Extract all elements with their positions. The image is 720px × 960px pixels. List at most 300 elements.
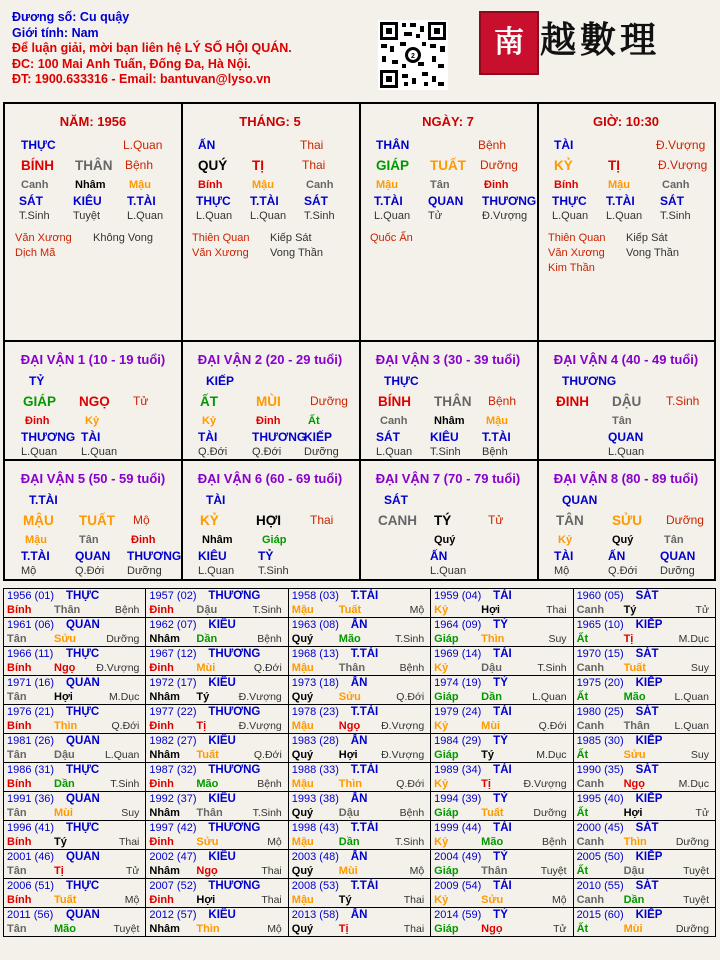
year-chi: Dần (623, 894, 645, 906)
year-can: Đinh (149, 662, 174, 674)
year-chi: Thân (481, 865, 508, 877)
year-can: Quý (291, 865, 314, 877)
year-can: Nhâm (149, 807, 180, 819)
year-state: Mộ (409, 604, 425, 616)
year-state: Mộ (267, 923, 282, 935)
year-label: 2003 (48) (291, 851, 339, 863)
year-label: 1994 (39) (434, 793, 482, 805)
year-label: 1997 (42) (149, 822, 197, 834)
year-cell (431, 734, 573, 763)
year-star: THƯƠNG (208, 590, 261, 602)
year-star: TỶ (493, 793, 508, 805)
year-can: Mậu (291, 894, 314, 906)
pillar-cell (5, 104, 181, 339)
year-label: 2015 (60) (576, 909, 624, 921)
year-chi: Thìn (623, 836, 647, 848)
year-star: KIÊU (208, 735, 236, 747)
year-state: Q.Đới (396, 778, 425, 790)
year-chi: Tị (54, 865, 64, 877)
year-chi: Dậu (54, 749, 75, 761)
year-label: 1961 (06) (7, 619, 55, 631)
year-can: Kỷ (434, 778, 449, 790)
year-can: Kỷ (434, 604, 449, 616)
hidden-stem: Canh (662, 179, 690, 191)
year-label: 1970 (15) (576, 648, 624, 660)
year-label: 1996 (41) (7, 822, 55, 834)
year-star: TÀI (493, 822, 512, 834)
hidden-star: T.TÀI (21, 549, 50, 563)
year-star: ẤN (350, 793, 368, 805)
year-cell (573, 589, 715, 618)
year-can: Mậu (291, 604, 314, 616)
year-cell (146, 850, 288, 879)
year-state: Tuyệt (683, 894, 709, 906)
year-label: 2005 (50) (576, 851, 624, 863)
year-cell (288, 647, 430, 676)
year-label: 2008 (53) (291, 880, 339, 892)
year-star: T.TÀI (350, 648, 379, 660)
year-cell (431, 879, 573, 908)
year-chi: Dậu (481, 662, 502, 674)
hidden-stem: Mậu (486, 415, 508, 427)
year-star: T.TÀI (350, 880, 379, 892)
year-chi: Ngọ (54, 662, 76, 674)
year-state: Tử (125, 865, 140, 877)
year-cell (146, 821, 288, 850)
year-cell (146, 705, 288, 734)
year-can: Ất (576, 633, 589, 645)
year-can: Kỷ (434, 894, 449, 906)
year-can: Tân (7, 749, 27, 761)
year-can: Tân (7, 633, 27, 645)
dai-van-can: MẬU (23, 513, 54, 528)
hidden-star: THƯƠNG (21, 430, 76, 444)
year-label: 1957 (02) (149, 590, 197, 602)
year-cell (288, 908, 430, 937)
year-star: TÀI (493, 880, 512, 892)
hidden-state: T.Sinh (304, 210, 335, 222)
year-star: T.TÀI (350, 822, 379, 834)
year-label: 1995 (40) (576, 793, 624, 805)
year-can: Canh (576, 604, 605, 616)
hidden-stem: Kỷ (202, 415, 217, 427)
year-star: SÁT (635, 880, 659, 892)
hidden-star: SÁT (19, 194, 43, 208)
pillar-chi-state: Dưỡng (480, 158, 518, 172)
year-state: M.Dục (536, 749, 567, 761)
dai-van-cell (182, 342, 358, 458)
year-chi: Thìn (54, 720, 78, 732)
dai-van-title: ĐẠI VẬN 5 (50 - 59 tuổi) (20, 471, 166, 486)
dai-van-star: THƯƠNG (562, 374, 617, 388)
pillar-chi: TỊ (252, 158, 264, 173)
dai-van-can: TÂN (556, 513, 584, 528)
year-state: Bệnh (399, 662, 425, 674)
hidden-stem: Bính (554, 179, 579, 191)
year-label: 2006 (51) (7, 880, 55, 892)
year-cell (4, 879, 146, 908)
year-chi: Sửu (481, 894, 504, 906)
dai-van-state: Dưỡng (310, 394, 348, 408)
hidden-stem: Mậu (376, 179, 398, 191)
year-star: SÁT (635, 648, 659, 660)
year-chi: Tuất (623, 662, 646, 674)
year-state: Mộ (551, 894, 567, 906)
hidden-stem: Đinh (256, 415, 281, 427)
year-label: 1965 (10) (576, 619, 624, 631)
year-cell (4, 763, 146, 792)
hidden-stem: Đinh (484, 179, 509, 191)
hidden-state: L.Quan (196, 210, 233, 222)
year-chi: Dần (54, 778, 75, 790)
year-label: 1977 (22) (149, 706, 197, 718)
hidden-state: L.Quan (552, 210, 589, 222)
year-label: 1990 (35) (576, 764, 624, 776)
year-cell (146, 763, 288, 792)
brand-logo: 越數理 (540, 19, 661, 61)
year-chi: Tị (623, 633, 634, 645)
year-star: SÁT (635, 706, 659, 718)
year-chi: Mão (623, 691, 646, 703)
extra-star-left: Thiên Quan (548, 232, 606, 244)
duong-so: Đương số: Cu quậy (12, 10, 130, 24)
year-star: TỶ (493, 851, 508, 863)
hidden-star: QUAN (660, 549, 696, 563)
year-chi: Hợi (338, 749, 358, 761)
year-chi: Thân (338, 662, 366, 674)
pillar-chi-state: Đ.Vượng (658, 158, 708, 172)
pillar-cell (182, 104, 358, 339)
hidden-stem: Ất (308, 415, 320, 427)
year-state: Đ.Vượng (238, 691, 282, 703)
pillar-chi-state: Bệnh (125, 158, 154, 172)
gioi-tinh: Giới tính: Nam (12, 25, 99, 40)
year-star: KIÊU (208, 619, 236, 631)
year-chi: Tý (196, 691, 210, 703)
hidden-stem: Nhâm (434, 415, 465, 427)
year-star: SÁT (635, 822, 659, 834)
year-chi: Hợi (196, 894, 216, 906)
dai-van-cell (182, 461, 358, 581)
year-chi: Tuất (481, 807, 504, 819)
year-cell (431, 676, 573, 705)
hidden-stem: Bính (198, 179, 223, 191)
year-cell (146, 792, 288, 821)
hidden-state: Bệnh (482, 446, 508, 458)
qr-code-icon[interactable] (378, 20, 448, 90)
year-star: T.TÀI (350, 706, 379, 718)
hidden-stem: Kỷ (85, 415, 100, 427)
year-state: Đ.Vượng (238, 720, 282, 732)
dai-van-title: ĐẠI VẬN 3 (30 - 39 tuổi) (375, 352, 521, 367)
year-state: T.Sinh (110, 778, 140, 790)
luan-giai[interactable]: Để luận giải, mời bạn liên hệ LÝ SỐ HỘI QUÁN. (12, 41, 292, 55)
extra-star-left: Kim Thần (548, 262, 595, 274)
hidden-star: KIÊU (73, 194, 102, 208)
dai-van-can: GIÁP (23, 394, 57, 409)
year-cell (288, 734, 430, 763)
year-state: Thai (403, 894, 425, 906)
year-chi: Hợi (481, 604, 500, 616)
year-chi: Mùi (196, 662, 216, 674)
year-state: Suy (690, 749, 709, 761)
year-state: L.Quan (532, 691, 567, 703)
year-chi: Mão (54, 923, 76, 935)
year-state: M.Dục (678, 778, 709, 790)
dai-van-cell (538, 342, 714, 458)
pillar-top-state: Thai (300, 138, 324, 152)
year-label: 2010 (55) (576, 880, 624, 892)
year-label: 1988 (33) (291, 764, 339, 776)
extra-star-left: Thiên Quan (192, 232, 250, 244)
year-label: 2011 (56) (7, 909, 54, 921)
year-chi: Mùi (54, 807, 73, 819)
hidden-state: L.Quan (608, 446, 645, 458)
year-can: Bính (7, 720, 32, 732)
year-can: Giáp (434, 691, 459, 703)
hidden-state: L.Quan (376, 446, 413, 458)
extra-star-left: Văn Xương (548, 247, 605, 259)
year-can: Canh (576, 836, 605, 848)
hidden-star: THƯƠNG (127, 549, 182, 563)
hidden-stem: Tân (430, 179, 450, 191)
hidden-stem: Canh (21, 179, 49, 191)
year-cell (573, 705, 715, 734)
year-chi: Mão (481, 836, 504, 848)
hidden-state: L.Quan (430, 565, 467, 577)
year-label: 1972 (17) (149, 677, 197, 689)
year-label: 2002 (47) (149, 851, 197, 863)
year-can: Nhâm (149, 923, 180, 935)
year-star: KIẾP (635, 619, 663, 631)
year-cell (288, 618, 430, 647)
dai-van-chi: NGỌ (79, 394, 110, 409)
hidden-star: T.TÀI (606, 194, 635, 208)
year-label: 1979 (24) (434, 706, 482, 718)
year-star: KIÊU (208, 851, 236, 863)
seal-logo: 南 (479, 11, 539, 75)
year-chi: Mùi (481, 720, 501, 732)
hidden-star: QUAN (608, 430, 644, 444)
year-state: Tử (695, 807, 709, 819)
year-cell (431, 589, 573, 618)
year-star: TỶ (493, 619, 508, 631)
annual-luck-table (3, 588, 716, 937)
year-state: T.Sinh (252, 807, 282, 819)
hidden-state: Q.Đới (198, 446, 228, 458)
year-cell (288, 676, 430, 705)
header-info (12, 10, 292, 88)
year-state: Đ.Vượng (96, 662, 140, 674)
year-chi: Dần (338, 836, 360, 848)
pillar-title: NĂM: 1956 (59, 114, 127, 129)
hidden-star: KIÊU (430, 430, 459, 444)
hidden-star: T.TÀI (127, 194, 156, 208)
year-star: SÁT (635, 590, 659, 602)
year-can: Canh (576, 894, 605, 906)
year-cell (431, 850, 573, 879)
hidden-star: THỰC (552, 194, 587, 208)
year-cell (288, 792, 430, 821)
year-chi: Tý (338, 894, 352, 906)
hidden-star: TÀI (81, 430, 101, 444)
extra-star-right: Không Vong (93, 232, 153, 244)
year-cell (573, 879, 715, 908)
pillar-title: GIỜ: 10:30 (592, 114, 660, 129)
year-cell (288, 763, 430, 792)
dai-van-state: Mộ (133, 513, 150, 527)
year-state: Đ.Vượng (381, 720, 425, 732)
hidden-star: THƯƠNG (252, 430, 307, 444)
year-cell (4, 676, 146, 705)
year-label: 1975 (20) (576, 677, 624, 689)
year-label: 1971 (16) (7, 677, 55, 689)
year-state: Q.Đới (396, 691, 425, 703)
hidden-state: Q.Đới (608, 565, 638, 577)
hidden-state: Dưỡng (304, 446, 339, 458)
hidden-state: Đ.Vượng (482, 210, 528, 222)
year-can: Tân (7, 865, 27, 877)
year-star: TỶ (493, 735, 508, 747)
dai-van-chi: SỬU (612, 513, 642, 528)
year-chi: Mùi (338, 865, 358, 877)
hidden-stem: Nhâm (75, 179, 106, 191)
hidden-state: Dưỡng (660, 565, 695, 577)
year-label: 2014 (59) (434, 909, 482, 921)
year-star: QUAN (66, 909, 100, 921)
year-chi: Ngọ (338, 720, 361, 732)
year-can: Giáp (434, 923, 459, 935)
hidden-state: T.Sinh (19, 210, 50, 222)
year-star: KIẾP (635, 793, 663, 805)
hidden-star: ẤN (608, 549, 626, 563)
hidden-state: T.Sinh (660, 210, 691, 222)
year-label: 1982 (27) (149, 735, 197, 747)
year-label: 2013 (58) (291, 909, 339, 921)
pillars-grid (3, 102, 716, 581)
year-can: Quý (291, 633, 314, 645)
hidden-star: T.TÀI (374, 194, 403, 208)
year-can: Bính (7, 894, 32, 906)
dai-van-title: ĐẠI VẬN 7 (70 - 79 tuổi) (375, 471, 521, 486)
year-can: Nhâm (149, 691, 180, 703)
hidden-star: SÁT (304, 194, 328, 208)
year-can: Đinh (149, 894, 174, 906)
pillar-chi-state: Thai (302, 158, 326, 172)
year-label: 2007 (52) (149, 880, 197, 892)
dai-van-state: Tử (488, 513, 504, 527)
year-cell (146, 589, 288, 618)
year-can: Kỷ (434, 662, 449, 674)
year-can: Tân (7, 691, 27, 703)
hidden-star: KIÊU (198, 549, 227, 563)
year-cell (288, 589, 430, 618)
hidden-stem: Tân (612, 415, 632, 427)
year-state: Bệnh (257, 633, 282, 645)
year-label: 1993 (38) (291, 793, 339, 805)
year-cell (4, 908, 146, 937)
year-state: Thai (403, 923, 425, 935)
year-label: 1969 (14) (434, 648, 482, 660)
year-can: Quý (291, 807, 314, 819)
hidden-stem: Quý (612, 534, 634, 546)
year-chi: Dậu (196, 604, 218, 616)
dai-van-state: Dưỡng (666, 513, 704, 527)
year-cell (431, 705, 573, 734)
year-cell (573, 676, 715, 705)
hidden-state: L.Quan (21, 446, 58, 458)
year-label: 1956 (01) (7, 590, 55, 602)
dai-van-title: ĐẠI VẬN 8 (80 - 89 tuổi) (553, 471, 699, 486)
year-chi: Sửu (54, 633, 77, 645)
year-can: Mậu (291, 720, 314, 732)
year-label: 2009 (54) (434, 880, 482, 892)
year-state: Suy (690, 662, 709, 674)
year-star: THƯƠNG (208, 764, 261, 776)
year-star: ẤN (350, 619, 368, 631)
hidden-state: L.Quan (81, 446, 118, 458)
dien-thoai[interactable]: ĐT: 1900.633316 - Email: bantuvan@lyso.vn (12, 72, 271, 86)
dai-van-title: ĐẠI VẬN 1 (10 - 19 tuổi) (20, 352, 166, 367)
year-cell (573, 763, 715, 792)
year-state: Tuyệt (540, 865, 567, 877)
year-label: 1985 (30) (576, 735, 624, 747)
pillar-can: KỶ (554, 158, 573, 173)
year-state: Q.Đới (111, 720, 140, 732)
pillar-top-star: TÀI (554, 138, 574, 152)
year-state: T.Sinh (537, 662, 567, 674)
year-chi: Ngọ (481, 923, 503, 935)
year-state: Bệnh (257, 778, 282, 790)
year-star: QUAN (66, 677, 100, 689)
hidden-stem: Mậu (252, 179, 274, 191)
year-chi: Sửu (338, 691, 361, 703)
year-cell (4, 850, 146, 879)
pillar-top-state: Đ.Vượng (656, 138, 706, 152)
year-label: 1999 (44) (434, 822, 482, 834)
year-star: TỶ (493, 909, 508, 921)
year-state: Thai (261, 894, 282, 906)
hidden-star: QUAN (75, 549, 111, 563)
year-label: 1980 (25) (576, 706, 624, 718)
extra-star-left: Văn Xương (15, 232, 72, 244)
hidden-state: T.Sinh (430, 446, 461, 458)
year-cell (4, 618, 146, 647)
year-star: SÁT (635, 764, 659, 776)
year-star: ẤN (350, 909, 368, 921)
year-star: THƯƠNG (208, 706, 261, 718)
year-can: Quý (291, 691, 314, 703)
dai-van-chi: TUẤT (79, 513, 115, 528)
year-cell (288, 705, 430, 734)
dai-van-state: T.Sinh (666, 394, 700, 408)
year-can: Giáp (434, 807, 459, 819)
year-label: 1973 (18) (291, 677, 339, 689)
year-state: Tử (553, 923, 567, 935)
year-chi: Dậu (338, 807, 360, 819)
pillar-top-star: THỰC (21, 138, 56, 152)
year-can: Kỷ (434, 720, 449, 732)
hidden-stem: Giáp (262, 534, 287, 546)
year-state: T.Sinh (394, 633, 425, 645)
year-can: Bính (7, 778, 32, 790)
year-can: Giáp (434, 633, 459, 645)
year-cell (146, 879, 288, 908)
year-cell (288, 850, 430, 879)
year-chi: Thìn (338, 778, 362, 790)
year-chi: Tuất (54, 894, 77, 906)
extra-star-left: Dịch Mã (15, 247, 56, 259)
